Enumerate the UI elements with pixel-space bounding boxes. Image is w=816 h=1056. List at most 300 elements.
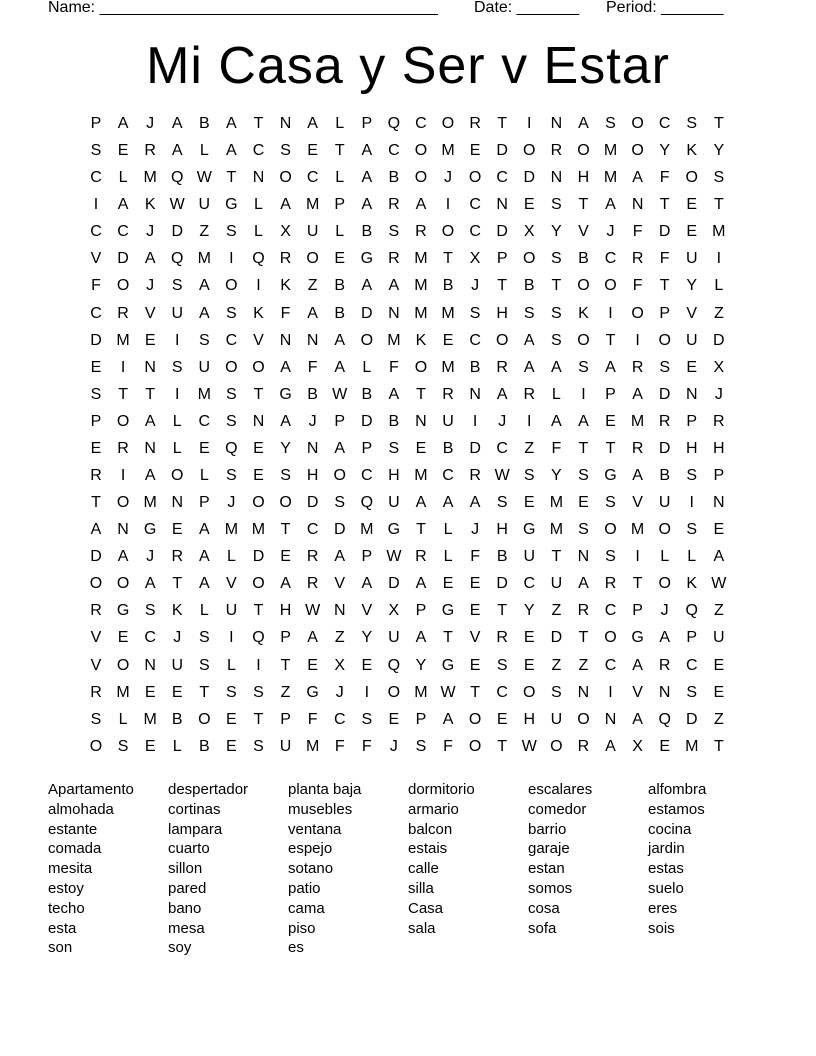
grid-letter[interactable]: B bbox=[578, 250, 589, 268]
grid-letter[interactable]: D bbox=[496, 142, 508, 160]
grid-letter[interactable]: Z bbox=[280, 683, 291, 701]
grid-letter[interactable]: A bbox=[117, 548, 129, 566]
grid-letter[interactable]: L bbox=[335, 115, 345, 132]
grid-letter[interactable]: W bbox=[440, 683, 456, 701]
grid-letter[interactable]: A bbox=[198, 277, 210, 295]
grid-letter[interactable]: U bbox=[225, 602, 238, 620]
grid-letter[interactable]: A bbox=[578, 115, 589, 132]
grid-letter[interactable]: P bbox=[334, 412, 346, 430]
grid-letter[interactable]: A bbox=[551, 358, 562, 376]
grid-letter[interactable]: S bbox=[578, 521, 589, 539]
grid-letter[interactable]: E bbox=[198, 439, 210, 457]
grid-letter[interactable]: A bbox=[415, 196, 427, 214]
grid-letter[interactable]: W bbox=[305, 602, 321, 620]
grid-letter[interactable]: B bbox=[496, 548, 508, 566]
grid-letter[interactable]: E bbox=[523, 656, 535, 674]
grid-letter[interactable]: M bbox=[143, 169, 157, 187]
grid-letter[interactable]: N bbox=[550, 115, 563, 132]
grid-letter[interactable]: J bbox=[606, 223, 615, 241]
grid-letter[interactable]: Q bbox=[252, 629, 265, 647]
grid-letter[interactable]: R bbox=[523, 385, 536, 403]
grid-letter[interactable]: J bbox=[389, 737, 398, 755]
grid-letter[interactable]: J bbox=[146, 548, 155, 566]
grid-letter[interactable]: G bbox=[306, 683, 319, 701]
grid-letter[interactable]: L bbox=[254, 196, 263, 214]
grid-letter[interactable]: Z bbox=[199, 223, 210, 241]
grid-letter[interactable]: S bbox=[226, 467, 237, 485]
grid-letter[interactable]: B bbox=[659, 467, 670, 485]
grid-letter[interactable]: V bbox=[253, 331, 264, 349]
grid-letter[interactable]: A bbox=[280, 575, 291, 593]
grid-letter[interactable]: O bbox=[523, 250, 536, 268]
grid-letter[interactable]: S bbox=[659, 358, 670, 376]
grid-letter[interactable]: U bbox=[658, 494, 671, 512]
grid-letter[interactable]: E bbox=[144, 331, 156, 349]
grid-letter[interactable]: E bbox=[280, 548, 291, 566]
grid-letter[interactable]: A bbox=[171, 142, 183, 160]
grid-letter[interactable]: S bbox=[226, 223, 237, 241]
grid-letter[interactable]: E bbox=[90, 439, 102, 457]
grid-letter[interactable]: N bbox=[577, 548, 590, 566]
grid-letter[interactable]: I bbox=[175, 385, 180, 403]
grid-letter[interactable]: V bbox=[632, 683, 643, 701]
grid-letter[interactable]: L bbox=[199, 602, 209, 620]
grid-letter[interactable]: N bbox=[171, 494, 184, 512]
grid-letter[interactable]: B bbox=[523, 277, 535, 295]
grid-letter[interactable]: E bbox=[307, 656, 318, 674]
grid-letter[interactable]: A bbox=[578, 412, 589, 430]
grid-letter[interactable]: Y bbox=[713, 142, 725, 160]
grid-letter[interactable]: O bbox=[523, 142, 536, 160]
grid-letter[interactable]: A bbox=[334, 548, 346, 566]
grid-letter[interactable]: M bbox=[116, 683, 130, 701]
grid-letter[interactable]: G bbox=[604, 467, 617, 485]
grid-letter[interactable]: R bbox=[144, 142, 156, 160]
grid-letter[interactable]: I bbox=[689, 494, 694, 512]
grid-letter[interactable]: P bbox=[280, 710, 291, 728]
grid-letter[interactable]: I bbox=[445, 196, 451, 214]
grid-letter[interactable]: P bbox=[334, 196, 346, 214]
grid-letter[interactable]: T bbox=[172, 575, 183, 593]
grid-letter[interactable]: O bbox=[198, 710, 211, 728]
grid-letter[interactable]: A bbox=[713, 548, 725, 566]
grid-letter[interactable]: R bbox=[90, 683, 102, 701]
grid-letter[interactable]: T bbox=[334, 142, 345, 160]
grid-letter[interactable]: J bbox=[173, 629, 182, 647]
grid-letter[interactable]: I bbox=[608, 683, 613, 701]
grid-letter[interactable]: C bbox=[90, 223, 102, 241]
grid-letter[interactable]: Z bbox=[334, 629, 345, 647]
grid-letter[interactable]: W bbox=[386, 548, 402, 566]
grid-letter[interactable]: C bbox=[90, 169, 102, 187]
grid-letter[interactable]: E bbox=[713, 656, 725, 674]
grid-letter[interactable]: E bbox=[226, 710, 237, 728]
grid-letter[interactable]: A bbox=[144, 250, 156, 268]
grid-letter[interactable]: M bbox=[224, 521, 239, 539]
grid-letter[interactable]: C bbox=[361, 467, 373, 485]
grid-letter[interactable]: E bbox=[117, 142, 129, 160]
grid-letter[interactable]: P bbox=[686, 629, 698, 647]
grid-letter[interactable]: T bbox=[470, 683, 480, 701]
grid-letter[interactable]: O bbox=[631, 304, 644, 322]
grid-letter[interactable]: Q bbox=[387, 115, 401, 132]
grid-letter[interactable]: C bbox=[604, 250, 617, 268]
grid-letter[interactable]: C bbox=[90, 304, 102, 322]
grid-letter[interactable]: A bbox=[144, 467, 156, 485]
grid-letter[interactable]: A bbox=[415, 575, 427, 593]
grid-letter[interactable]: Z bbox=[578, 656, 589, 674]
grid-letter[interactable]: V bbox=[90, 250, 102, 268]
grid-letter[interactable]: T bbox=[551, 548, 562, 566]
grid-letter[interactable]: T bbox=[605, 331, 616, 349]
grid-letter[interactable]: O bbox=[333, 467, 346, 485]
grid-letter[interactable]: N bbox=[333, 602, 346, 620]
grid-letter[interactable]: W bbox=[521, 737, 537, 755]
grid-letter[interactable]: E bbox=[442, 331, 454, 349]
grid-letter[interactable]: D bbox=[117, 250, 129, 268]
grid-letter[interactable]: H bbox=[496, 304, 508, 322]
grid-letter[interactable]: L bbox=[226, 548, 236, 566]
grid-letter[interactable]: D bbox=[306, 494, 319, 512]
grid-letter[interactable]: N bbox=[604, 710, 617, 728]
grid-letter[interactable]: A bbox=[415, 629, 427, 647]
grid-letter[interactable]: N bbox=[306, 331, 319, 349]
grid-letter[interactable]: T bbox=[659, 277, 670, 295]
grid-letter[interactable]: O bbox=[604, 277, 617, 295]
grid-letter[interactable]: A bbox=[442, 710, 454, 728]
grid-letter[interactable]: L bbox=[335, 169, 345, 187]
grid-letter[interactable]: H bbox=[306, 467, 319, 485]
grid-letter[interactable]: D bbox=[469, 439, 481, 457]
grid-letter[interactable]: L bbox=[199, 467, 209, 485]
period-field[interactable]: Period: _______ bbox=[606, 0, 724, 16]
grid-letter[interactable]: P bbox=[361, 548, 373, 566]
grid-letter[interactable]: L bbox=[335, 223, 345, 241]
grid-letter[interactable]: T bbox=[497, 602, 508, 620]
grid-letter[interactable]: F bbox=[443, 737, 453, 755]
grid-letter[interactable]: H bbox=[279, 602, 292, 620]
grid-letter[interactable]: B bbox=[442, 439, 454, 457]
grid-letter[interactable]: E bbox=[144, 683, 156, 701]
grid-letter[interactable]: C bbox=[469, 223, 481, 241]
grid-letter[interactable]: J bbox=[146, 115, 155, 132]
grid-letter[interactable]: M bbox=[116, 331, 130, 349]
grid-letter[interactable]: V bbox=[226, 575, 237, 593]
grid-letter[interactable]: U bbox=[306, 223, 319, 241]
grid-letter[interactable]: H bbox=[713, 439, 725, 457]
grid-letter[interactable]: M bbox=[305, 196, 320, 214]
grid-letter[interactable]: C bbox=[225, 331, 238, 349]
grid-letter[interactable]: O bbox=[225, 277, 238, 295]
grid-letter[interactable]: N bbox=[496, 196, 508, 214]
grid-letter[interactable]: A bbox=[632, 710, 643, 728]
grid-letter[interactable]: S bbox=[117, 737, 129, 755]
grid-letter[interactable]: O bbox=[631, 115, 644, 132]
grid-letter[interactable]: M bbox=[603, 142, 618, 160]
grid-letter[interactable]: F bbox=[361, 737, 372, 755]
grid-letter[interactable]: C bbox=[496, 169, 508, 187]
grid-letter[interactable]: O bbox=[631, 142, 644, 160]
grid-letter[interactable]: Z bbox=[551, 602, 562, 620]
grid-letter[interactable]: D bbox=[658, 223, 671, 241]
grid-letter[interactable]: H bbox=[496, 521, 508, 539]
grid-letter[interactable]: T bbox=[578, 629, 589, 647]
grid-letter[interactable]: G bbox=[225, 196, 238, 214]
grid-letter[interactable]: T bbox=[91, 494, 101, 512]
grid-letter[interactable]: U bbox=[713, 629, 725, 647]
grid-letter[interactable]: C bbox=[604, 656, 617, 674]
grid-letter[interactable]: J bbox=[308, 412, 317, 430]
grid-letter[interactable]: R bbox=[658, 656, 671, 674]
grid-letter[interactable]: Q bbox=[225, 439, 238, 457]
grid-letter[interactable]: T bbox=[578, 439, 589, 457]
grid-letter[interactable]: Q bbox=[685, 602, 698, 620]
grid-letter[interactable]: G bbox=[360, 250, 374, 268]
grid-letter[interactable]: T bbox=[226, 169, 237, 187]
grid-letter[interactable]: O bbox=[468, 710, 482, 728]
grid-letter[interactable]: I bbox=[93, 196, 99, 214]
grid-letter[interactable]: M bbox=[414, 467, 428, 485]
grid-letter[interactable]: C bbox=[144, 629, 156, 647]
grid-letter[interactable]: C bbox=[604, 602, 617, 620]
grid-letter[interactable]: G bbox=[143, 521, 157, 539]
grid-letter[interactable]: S bbox=[90, 385, 102, 403]
grid-letter[interactable]: A bbox=[388, 277, 400, 295]
grid-letter[interactable]: T bbox=[551, 277, 562, 295]
grid-letter[interactable]: O bbox=[468, 737, 482, 755]
grid-letter[interactable]: Y bbox=[280, 439, 291, 457]
grid-letter[interactable]: D bbox=[333, 521, 346, 539]
grid-letter[interactable]: A bbox=[469, 494, 481, 512]
grid-letter[interactable]: S bbox=[144, 602, 156, 620]
grid-letter[interactable]: O bbox=[577, 710, 590, 728]
grid-letter[interactable]: L bbox=[254, 223, 263, 241]
grid-letter[interactable]: A bbox=[226, 142, 237, 160]
grid-letter[interactable]: O bbox=[279, 494, 292, 512]
grid-letter[interactable]: Z bbox=[551, 656, 562, 674]
grid-letter[interactable]: T bbox=[713, 737, 724, 755]
grid-letter[interactable]: K bbox=[280, 277, 291, 295]
grid-letter[interactable]: O bbox=[252, 494, 265, 512]
grid-letter[interactable]: S bbox=[280, 142, 291, 160]
grid-letter[interactable]: A bbox=[388, 385, 400, 403]
grid-letter[interactable]: B bbox=[361, 385, 373, 403]
grid-letter[interactable]: R bbox=[496, 358, 508, 376]
grid-letter[interactable]: R bbox=[442, 385, 454, 403]
grid-letter[interactable]: C bbox=[415, 115, 427, 132]
grid-letter[interactable]: O bbox=[387, 683, 401, 701]
grid-letter[interactable]: R bbox=[713, 412, 725, 430]
grid-letter[interactable]: M bbox=[549, 521, 564, 539]
grid-letter[interactable]: T bbox=[578, 196, 589, 214]
grid-letter[interactable]: Y bbox=[361, 629, 373, 647]
grid-letter[interactable]: S bbox=[388, 439, 400, 457]
grid-letter[interactable]: C bbox=[442, 467, 454, 485]
grid-letter[interactable]: E bbox=[605, 412, 616, 430]
grid-letter[interactable]: N bbox=[252, 169, 265, 187]
grid-letter[interactable]: M bbox=[685, 737, 699, 755]
grid-letter[interactable]: J bbox=[498, 412, 507, 430]
grid-letter[interactable]: A bbox=[415, 494, 427, 512]
grid-letter[interactable]: A bbox=[198, 548, 210, 566]
grid-letter[interactable]: A bbox=[361, 169, 373, 187]
grid-letter[interactable]: U bbox=[279, 737, 292, 755]
grid-letter[interactable]: A bbox=[198, 304, 210, 322]
grid-letter[interactable]: L bbox=[687, 548, 697, 566]
grid-letter[interactable]: X bbox=[469, 250, 481, 268]
grid-letter[interactable]: M bbox=[360, 521, 374, 539]
grid-letter[interactable]: U bbox=[171, 304, 184, 322]
grid-letter[interactable]: D bbox=[658, 439, 671, 457]
grid-letter[interactable]: O bbox=[658, 521, 671, 539]
grid-letter[interactable]: O bbox=[577, 331, 590, 349]
grid-letter[interactable]: E bbox=[253, 439, 264, 457]
grid-letter[interactable]: M bbox=[143, 494, 157, 512]
grid-letter[interactable]: H bbox=[523, 710, 536, 728]
grid-letter[interactable]: R bbox=[117, 439, 129, 457]
grid-letter[interactable]: A bbox=[632, 656, 643, 674]
grid-letter[interactable]: C bbox=[252, 142, 265, 160]
grid-letter[interactable]: O bbox=[89, 737, 103, 755]
grid-letter[interactable]: P bbox=[632, 602, 643, 620]
grid-letter[interactable]: A bbox=[523, 358, 535, 376]
grid-letter[interactable]: B bbox=[334, 277, 346, 295]
grid-letter[interactable]: I bbox=[527, 412, 532, 430]
grid-letter[interactable]: E bbox=[659, 737, 670, 755]
grid-letter[interactable]: T bbox=[497, 115, 508, 132]
grid-letter[interactable]: F bbox=[307, 358, 318, 376]
grid-letter[interactable]: R bbox=[90, 467, 102, 485]
grid-letter[interactable]: R bbox=[631, 358, 644, 376]
grid-letter[interactable]: V bbox=[686, 304, 698, 322]
grid-letter[interactable]: U bbox=[171, 656, 184, 674]
grid-letter[interactable]: V bbox=[334, 575, 346, 593]
grid-letter[interactable]: V bbox=[469, 629, 481, 647]
grid-letter[interactable]: S bbox=[605, 115, 616, 132]
grid-letter[interactable]: T bbox=[416, 385, 426, 403]
grid-letter[interactable]: S bbox=[551, 196, 562, 214]
grid-letter[interactable]: X bbox=[334, 656, 346, 674]
grid-letter[interactable]: K bbox=[171, 602, 183, 620]
grid-letter[interactable]: I bbox=[229, 629, 234, 647]
grid-letter[interactable]: Z bbox=[713, 304, 724, 322]
grid-letter[interactable]: T bbox=[253, 115, 264, 132]
grid-letter[interactable]: R bbox=[496, 629, 508, 647]
grid-letter[interactable]: A bbox=[307, 115, 318, 132]
grid-letter[interactable]: A bbox=[361, 277, 373, 295]
grid-letter[interactable]: O bbox=[414, 142, 428, 160]
grid-letter[interactable]: B bbox=[171, 710, 183, 728]
grid-letter[interactable]: K bbox=[686, 142, 698, 160]
grid-letter[interactable]: E bbox=[469, 656, 481, 674]
grid-letter[interactable]: L bbox=[172, 439, 182, 457]
grid-letter[interactable]: S bbox=[280, 467, 291, 485]
grid-letter[interactable]: P bbox=[415, 710, 427, 728]
grid-letter[interactable]: S bbox=[90, 710, 102, 728]
grid-letter[interactable]: O bbox=[604, 521, 617, 539]
grid-letter[interactable]: S bbox=[686, 683, 698, 701]
grid-letter[interactable]: P bbox=[686, 412, 698, 430]
grid-letter[interactable]: Q bbox=[658, 710, 671, 728]
grid-letter[interactable]: E bbox=[171, 683, 183, 701]
grid-letter[interactable]: A bbox=[442, 494, 454, 512]
grid-letter[interactable]: E bbox=[523, 629, 535, 647]
grid-letter[interactable]: S bbox=[605, 548, 616, 566]
grid-letter[interactable]: O bbox=[495, 331, 509, 349]
grid-letter[interactable]: D bbox=[496, 575, 508, 593]
grid-letter[interactable]: M bbox=[414, 250, 428, 268]
grid-letter[interactable]: S bbox=[226, 385, 237, 403]
grid-letter[interactable]: Q bbox=[252, 250, 265, 268]
grid-letter[interactable]: O bbox=[441, 223, 455, 241]
grid-letter[interactable]: I bbox=[364, 683, 370, 701]
grid-letter[interactable]: T bbox=[713, 115, 724, 132]
grid-letter[interactable]: B bbox=[307, 385, 318, 403]
grid-letter[interactable]: N bbox=[658, 683, 671, 701]
grid-letter[interactable]: R bbox=[279, 250, 292, 268]
grid-letter[interactable]: B bbox=[334, 304, 346, 322]
grid-letter[interactable]: C bbox=[117, 223, 129, 241]
grid-letter[interactable]: S bbox=[496, 494, 508, 512]
grid-letter[interactable]: G bbox=[387, 521, 401, 539]
grid-letter[interactable]: O bbox=[577, 142, 590, 160]
grid-letter[interactable]: N bbox=[388, 304, 400, 322]
grid-letter[interactable]: L bbox=[118, 710, 128, 728]
grid-letter[interactable]: A bbox=[307, 304, 318, 322]
grid-letter[interactable]: U bbox=[388, 494, 400, 512]
grid-letter[interactable]: F bbox=[632, 277, 643, 295]
grid-letter[interactable]: F bbox=[551, 439, 562, 457]
grid-letter[interactable]: M bbox=[143, 710, 157, 728]
grid-letter[interactable]: J bbox=[444, 169, 453, 187]
grid-letter[interactable]: D bbox=[90, 331, 102, 349]
grid-letter[interactable]: F bbox=[280, 304, 291, 322]
grid-letter[interactable]: O bbox=[116, 575, 130, 593]
grid-letter[interactable]: A bbox=[198, 575, 210, 593]
grid-letter[interactable]: Q bbox=[360, 494, 374, 512]
grid-letter[interactable]: D bbox=[171, 223, 184, 241]
grid-letter[interactable]: C bbox=[306, 521, 319, 539]
grid-letter[interactable]: S bbox=[551, 304, 562, 322]
grid-letter[interactable]: E bbox=[469, 602, 481, 620]
grid-letter[interactable]: L bbox=[362, 358, 372, 376]
grid-letter[interactable]: S bbox=[686, 521, 698, 539]
grid-letter[interactable]: A bbox=[523, 331, 535, 349]
grid-letter[interactable]: E bbox=[469, 575, 481, 593]
grid-letter[interactable]: U bbox=[685, 250, 698, 268]
grid-letter[interactable]: T bbox=[443, 629, 453, 647]
grid-letter[interactable]: X bbox=[632, 737, 643, 755]
grid-letter[interactable]: L bbox=[172, 737, 182, 755]
grid-letter[interactable]: C bbox=[333, 710, 346, 728]
grid-letter[interactable]: E bbox=[578, 494, 589, 512]
grid-letter[interactable]: C bbox=[658, 115, 671, 132]
grid-letter[interactable]: P bbox=[605, 385, 616, 403]
grid-letter[interactable]: D bbox=[90, 548, 102, 566]
grid-letter[interactable]: S bbox=[578, 358, 589, 376]
grid-letter[interactable]: N bbox=[117, 521, 129, 539]
grid-letter[interactable]: M bbox=[197, 250, 211, 268]
grid-letter[interactable]: D bbox=[713, 331, 725, 349]
grid-letter[interactable]: B bbox=[442, 277, 454, 295]
grid-letter[interactable]: V bbox=[90, 629, 102, 647]
grid-letter[interactable]: S bbox=[171, 358, 183, 376]
grid-letter[interactable]: R bbox=[631, 250, 644, 268]
grid-letter[interactable]: L bbox=[172, 412, 182, 430]
grid-letter[interactable]: O bbox=[658, 575, 671, 593]
grid-letter[interactable]: O bbox=[360, 331, 374, 349]
grid-letter[interactable]: P bbox=[361, 439, 373, 457]
